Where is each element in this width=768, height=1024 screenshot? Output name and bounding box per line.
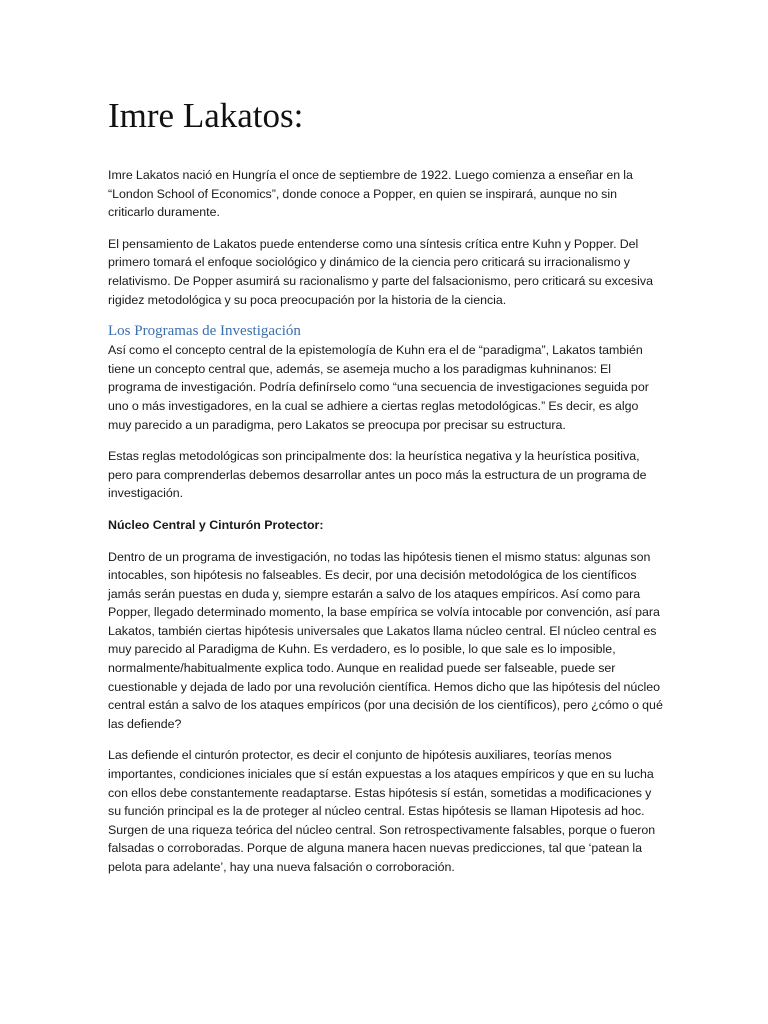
subsection-heading-nucleo: Núcleo Central y Cinturón Protector:: [108, 517, 324, 532]
document-title: Imre Lakatos:: [108, 96, 304, 135]
document-page: [108, 96, 664, 890]
section-heading-programas: Los Programas de Investigación: [108, 323, 301, 340]
intro-paragraph-2: El pensamiento de Lakatos puede entenderse como una síntesis crítica entre Kuhn y Popper. Del primero tomará el enfoque sociológico y dinámico de la ciencia pero criticará su irracionalismo y relativismo. De Popper asumirá su racionalismo y parte del falsacionismo, pero criticará su excesiva rigidez metodológica y su poca preocupación por la historia de la ciencia.: [108, 236, 653, 307]
section-paragraph-2: Estas reglas metodológicas son principalmente dos: la heurística negativa y la heurística positiva, pero para comprenderlas debemos desarrollar antes un poco más la estructura de un programa de investigación.: [108, 449, 647, 501]
subsection-paragraph-1: Dentro de un programa de investigación, no todas las hipótesis tienen el mismo status: algunas son intocables, son hipótesis no falseables. Es decir, por una decisión metodológica de los científicos jamás serán puestas en duda y, siempre estarán a salvo de los ataques empíricos. Así como para Popper, llegado determinado momento, la base empírica se volvía intocable por convención, así para Lakatos, también ciertas hipótesis universales que Lakatos llama núcleo central. El núcleo central es muy parecido al Paradigma de Kuhn. Es verdadero, es lo posible, lo que sale es lo imposible, normalmente/habitualmente explica todo. Aunque en realidad puede ser falseable, puede ser cuestionable y dejada de lado por una revolución científica. Hemos dicho que las hipótesis del núcleo central están a salvo de los ataques empíricos (por una decisión de los científicos), pero ¿cómo o qué las defiende?: [108, 549, 663, 731]
section-paragraph-1: Así como el concepto central de la epistemología de Kuhn era el de “paradigma”, Lakatos también tiene un concepto central que, además, se asemeja mucho a los paradigmas kuhninanos: El programa de investigación. Podría definírselo como “una secuencia de investigaciones seguida por uno o más investigadores, en la cual se adhiere a ciertas reglas metodológicas.” Es decir, es algo muy parecido a un paradigma, pero Lakatos se preocupa por precisar su estructura.: [108, 343, 649, 432]
subsection-paragraph-2: Las defiende el cinturón protector, es decir el conjunto de hipótesis auxiliares, teorías menos importantes, condiciones iniciales que sí están expuestas a los ataques empíricos y que en su lucha con ellos debe constantemente readaptarse. Estas hipótesis sí están, sometidas a modificaciones y su función principal es la de proteger al núcleo central. Estas hipótesis se llaman Hipotesis ad hoc. Surgen de una riqueza teórica del núcleo central. Son retrospectivamente falsables, porque o fueron falsadas o corroboradas. Porque de alguna manera hacen nuevas predicciones, tal que ‘patean la pelota para adelante’, hay una nueva falsación o corroboración.: [108, 748, 656, 874]
intro-paragraph-1: Imre Lakatos nació en Hungría el once de septiembre de 1922. Luego comienza a enseñar en la “London School of Economics”, donde conoce a Popper, en quien se inspirará, aunque no sin criticarlo duramente.: [108, 168, 633, 220]
